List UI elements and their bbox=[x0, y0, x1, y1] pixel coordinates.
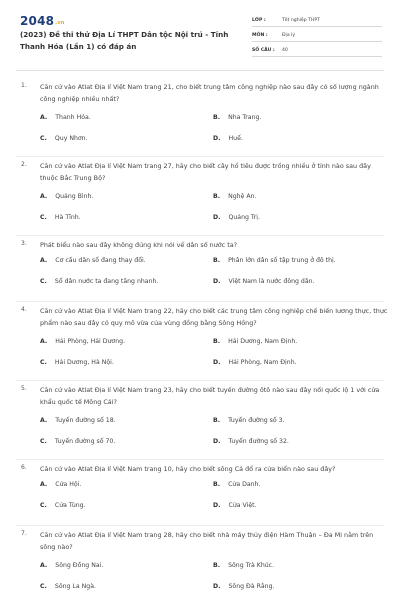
question-item bbox=[0, 78, 400, 157]
option-text: Quảng Trị. bbox=[228, 214, 260, 221]
answer-option[interactable] bbox=[213, 193, 256, 200]
option-text: Hải Phòng, Hải Dương. bbox=[55, 338, 126, 345]
answer-option[interactable] bbox=[213, 481, 260, 488]
option-letter: D. bbox=[213, 214, 221, 221]
option-letter: A. bbox=[40, 114, 48, 121]
question-number: 6. bbox=[21, 464, 27, 471]
question-number: 5. bbox=[21, 385, 27, 392]
question-text: Căn cứ vào Atlat Địa lí Việt Nam trang 21, cho biết trung tâm công nghiệp nào sau đây có số lượng ngành công nghiệp nhiều nhất? bbox=[40, 83, 379, 103]
option-text: Hải Dương, Nam Định. bbox=[228, 338, 298, 345]
option-letter: B. bbox=[213, 193, 221, 200]
site-logo[interactable] bbox=[20, 14, 65, 28]
option-text: Quy Nhơn. bbox=[54, 135, 88, 142]
question-item bbox=[0, 381, 400, 460]
option-text: Cửa Việt. bbox=[228, 502, 257, 509]
option-letter: A. bbox=[40, 417, 48, 424]
answer-option[interactable] bbox=[213, 502, 257, 509]
option-letter: C. bbox=[40, 438, 47, 445]
option-letter: D. bbox=[213, 278, 221, 285]
option-letter: C. bbox=[40, 359, 47, 366]
option-text: Nha Trang. bbox=[228, 114, 262, 121]
option-text: Huế. bbox=[228, 135, 243, 142]
logo-suffix: .vn bbox=[55, 20, 65, 26]
meta-value: 40 bbox=[282, 47, 288, 53]
meta-label: MÔN : bbox=[252, 32, 268, 38]
option-text: Cửa Hội. bbox=[55, 481, 82, 488]
answer-option[interactable] bbox=[213, 114, 261, 121]
option-text: Tuyến đường số 32. bbox=[228, 438, 289, 445]
option-letter: D. bbox=[213, 502, 221, 509]
exam-title: (2023) Đề thi thử Địa Lí THPT Dân tộc Nội trú - Tỉnh Thanh Hóa (Lần 1) có đáp án bbox=[20, 30, 229, 51]
question-number: 1. bbox=[21, 82, 27, 89]
meta-label: LỚP : bbox=[252, 17, 266, 23]
meta-value: Tốt nghiệp THPT bbox=[282, 17, 320, 23]
question-item bbox=[0, 157, 400, 236]
option-text: Việt Nam là nước đông dân. bbox=[228, 278, 315, 285]
question-item bbox=[0, 236, 400, 302]
answer-option[interactable] bbox=[40, 114, 91, 121]
option-letter: C. bbox=[40, 214, 47, 221]
option-letter: B. bbox=[213, 562, 221, 569]
option-text: Nghệ An. bbox=[228, 193, 257, 200]
option-text: Hải Phòng, Nam Định. bbox=[228, 359, 297, 366]
question-item bbox=[0, 460, 400, 526]
question-text: Căn cứ vào Atlat Địa lí Việt Nam trang 10, hãy cho biết sông Cả đổ ra cửa biển nào sau đây? bbox=[40, 465, 336, 473]
answer-option[interactable] bbox=[213, 417, 285, 424]
answer-option[interactable] bbox=[40, 417, 116, 424]
answer-option[interactable] bbox=[213, 359, 297, 366]
option-text: Hà Tĩnh. bbox=[54, 214, 81, 221]
question-list bbox=[0, 78, 400, 600]
answer-option[interactable] bbox=[213, 338, 297, 345]
answer-option[interactable] bbox=[40, 502, 86, 509]
option-letter: C. bbox=[40, 278, 47, 285]
question-text: Căn cứ vào Atlat Địa lí Việt Nam trang 22, hãy cho biết các trung tâm công nghiệp chế biến lương thực, thực phẩm nào sau đây có quy mô vừa của vùng đồng bằng Sông Hồng? bbox=[40, 307, 388, 327]
option-text: Cửa Tùng. bbox=[54, 502, 86, 509]
meta-row-count bbox=[252, 44, 382, 57]
answer-option[interactable] bbox=[213, 135, 243, 142]
option-letter: C. bbox=[40, 502, 47, 509]
answer-option[interactable] bbox=[40, 359, 114, 366]
option-letter: A. bbox=[40, 481, 48, 488]
option-text: Sông Đà Rằng. bbox=[228, 583, 275, 590]
option-text: Hải Dương, Hà Nội. bbox=[54, 359, 114, 366]
option-letter: B. bbox=[213, 114, 221, 121]
page-header bbox=[0, 0, 400, 64]
question-text: Căn cứ vào Atlat Địa lí Việt Nam trang 27, hãy cho biết cây hồ tiêu được trồng nhiều ở tỉnh nào sau đây thuộc Bắc Trung Bộ? bbox=[40, 162, 371, 182]
question-item bbox=[0, 302, 400, 381]
option-text: Sông Đồng Nai. bbox=[55, 562, 104, 569]
question-number: 7. bbox=[21, 530, 27, 537]
option-text: Phân lớn dân số tập trung ở đô thị. bbox=[228, 257, 336, 264]
option-text: Quảng Bình. bbox=[55, 193, 94, 200]
question-number: 4. bbox=[21, 306, 27, 313]
option-text: Tuyến đường số 18. bbox=[55, 417, 116, 424]
option-text: Sông Trà Khúc. bbox=[228, 562, 275, 569]
answer-option[interactable] bbox=[213, 278, 315, 285]
option-text: Thanh Hóa. bbox=[55, 114, 91, 121]
option-letter: A. bbox=[40, 193, 48, 200]
meta-label: SỐ CÂU : bbox=[252, 47, 275, 53]
option-letter: D. bbox=[213, 135, 221, 142]
answer-option[interactable] bbox=[213, 583, 275, 590]
option-letter: C. bbox=[40, 135, 47, 142]
option-letter: D. bbox=[213, 583, 221, 590]
option-letter: A. bbox=[40, 257, 48, 264]
answer-option[interactable] bbox=[40, 278, 158, 285]
option-letter: D. bbox=[213, 359, 221, 366]
meta-value: Địa lý bbox=[282, 32, 296, 38]
option-text: Tuyến đường số 3. bbox=[228, 417, 285, 424]
option-text: Số dân nước ta đang tăng nhanh. bbox=[54, 278, 159, 285]
option-letter: B. bbox=[213, 338, 221, 345]
question-number: 2. bbox=[21, 161, 27, 168]
logo-text: 2048 bbox=[20, 14, 55, 28]
answer-option[interactable] bbox=[40, 438, 115, 445]
option-text: Cửa Danh. bbox=[228, 481, 261, 488]
answer-option[interactable] bbox=[213, 562, 274, 569]
exam-meta bbox=[252, 14, 382, 59]
question-item bbox=[0, 526, 400, 600]
option-letter: C. bbox=[40, 583, 47, 590]
answer-option[interactable] bbox=[40, 214, 81, 221]
option-text: Tuyến đường số 70. bbox=[54, 438, 116, 445]
answer-option[interactable] bbox=[40, 193, 93, 200]
answer-option[interactable] bbox=[40, 562, 103, 569]
option-letter: B. bbox=[213, 481, 221, 488]
question-text: Căn cứ vào Atlat Địa lí Việt Nam trang 23, hãy cho biết tuyến đường ôtô nào sau đây nối quốc lộ 1 với cửa khẩu quốc tế Mông Cái? bbox=[40, 386, 380, 406]
question-text: Căn cứ vào Atlat Địa lí Việt Nam trang 28, hãy cho biết nhà máy thủy điện Hàm Thuận – Đa Mi nằm trên sông nào? bbox=[40, 531, 374, 551]
meta-row-subject bbox=[252, 29, 382, 42]
question-number: 3. bbox=[21, 240, 27, 247]
answer-option[interactable] bbox=[40, 481, 81, 488]
question-text: Phát biểu nào sau đây không đúng khi nói về dân số nước ta? bbox=[40, 241, 238, 249]
option-letter: A. bbox=[40, 338, 48, 345]
header-divider bbox=[16, 70, 384, 71]
meta-row-class bbox=[252, 14, 382, 27]
option-letter: B. bbox=[213, 417, 221, 424]
answer-option[interactable] bbox=[40, 135, 88, 142]
answer-option[interactable] bbox=[40, 583, 96, 590]
option-letter: A. bbox=[40, 562, 48, 569]
option-letter: B. bbox=[213, 257, 221, 264]
answer-option[interactable] bbox=[40, 257, 146, 264]
option-letter: D. bbox=[213, 438, 221, 445]
option-text: Cơ cấu dân số đang thay đổi. bbox=[55, 257, 146, 264]
answer-option[interactable] bbox=[40, 338, 125, 345]
answer-option[interactable] bbox=[213, 257, 336, 264]
option-text: Sông La Ngà. bbox=[54, 583, 96, 590]
answer-option[interactable] bbox=[213, 438, 289, 445]
answer-option[interactable] bbox=[213, 214, 260, 221]
